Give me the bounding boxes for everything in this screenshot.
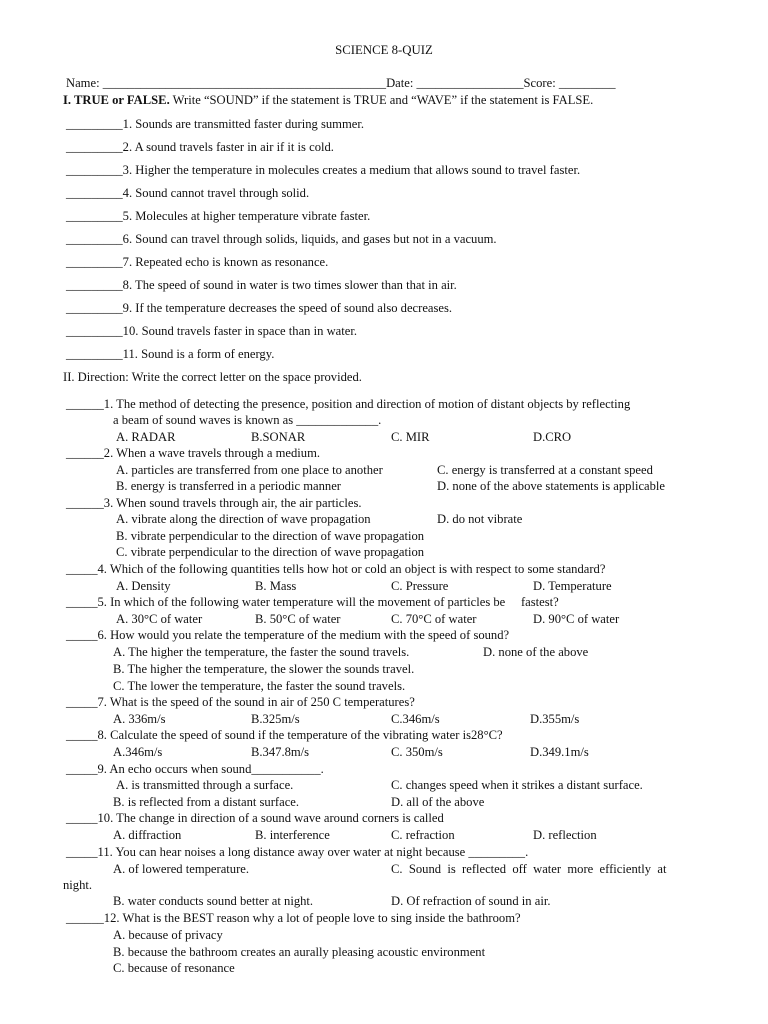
tf-item-11: _________11. Sound is a form of energy.	[66, 347, 275, 361]
tf-item-8: _________8. The speed of sound in water is two times slower than that in air.	[66, 278, 457, 292]
mc-q2-option-c: C. energy is transferred at a constant speed	[437, 463, 653, 477]
mc-q10-stem: _____10. The change in direction of a sound wave around corners is called	[66, 811, 444, 825]
tf-item-3: _________3. Higher the temperature in molecules creates a medium that allows sound to travel faster.	[66, 163, 581, 177]
mc-q1-option-d: D.CRO	[533, 430, 572, 444]
mc-q5-option-a: A. 30°C of water	[116, 612, 203, 626]
mc-q8-option-a: A.346m/s	[113, 745, 163, 759]
mc-q10-option-a: A. diffraction	[113, 828, 182, 842]
part1-heading-instructions: Write “SOUND” if the statement is TRUE and “WAVE” if the statement is FALSE.	[169, 93, 594, 107]
mc-q9-option-d: D. all of the above	[391, 795, 485, 809]
mc-q4-option-c: C. Pressure	[391, 579, 449, 593]
mc-q10-option-b: B. interference	[255, 828, 330, 842]
mc-q3-option-c: C. vibrate perpendicular to the direction of wave propagation	[116, 545, 425, 559]
mc-q1-option-b: B.SONAR	[251, 430, 306, 444]
tf-item-5: _________5. Molecules at higher temperature vibrate faster.	[66, 209, 371, 223]
mc-q9-option-b: B. is reflected from a distant surface.	[113, 795, 300, 809]
mc-q11-option-a: A. of lowered temperature.	[113, 862, 250, 876]
tf-item-2: _________2. A sound travels faster in air if it is cold.	[66, 140, 334, 154]
mc-q1-option-c: C. MIR	[391, 430, 430, 444]
tf-item-10: _________10. Sound travels faster in space than in water.	[66, 324, 357, 338]
tf-item-4: _________4. Sound cannot travel through solid.	[66, 186, 310, 200]
part2-heading: II. Direction: Write the correct letter on the space provided.	[63, 370, 362, 384]
mc-q11-option-d: D. Of refraction of sound in air.	[391, 894, 551, 908]
mc-q3-option-a: A. vibrate along the direction of wave propagation	[116, 512, 371, 526]
mc-q12-option-c: C. because of resonance	[113, 961, 235, 975]
quiz-title: SCIENCE 8-QUIZ	[335, 43, 433, 57]
mc-q8-stem: _____8. Calculate the speed of sound if the temperature of the vibrating water is28°C?	[66, 728, 503, 742]
mc-q7-option-a: A. 336m/s	[113, 712, 166, 726]
mc-q6-option-c: C. The lower the temperature, the faster the sound travels.	[113, 679, 406, 693]
tf-item-9: _________9. If the temperature decreases the speed of sound also decreases.	[66, 301, 453, 315]
mc-q12-option-a: A. because of privacy	[113, 928, 223, 942]
mc-q11-stem: _____11. You can hear noises a long distance away over water at night because _________.	[66, 845, 529, 859]
mc-q9-option-a: A. is transmitted through a surface.	[116, 778, 294, 792]
tf-item-7: _________7. Repeated echo is known as resonance.	[66, 255, 329, 269]
mc-q8-option-d: D.349.1m/s	[530, 745, 589, 759]
mc-q1-option-a: A. RADAR	[116, 430, 176, 444]
mc-q3-option-b: B. vibrate perpendicular to the direction of wave propagation	[116, 529, 425, 543]
mc-q11-option-c: C. Sound is reflected off water more efficiently at	[391, 862, 667, 876]
part1-heading	[63, 93, 593, 108]
mc-q5-option-c: C. 70°C of water	[391, 612, 477, 626]
mc-q2-stem: ______2. When a wave travels through a medium.	[66, 446, 321, 460]
mc-q4-stem: _____4. Which of the following quantities tells how hot or cold an object is with respect to some standard?	[66, 562, 606, 576]
mc-q2-option-a: A. particles are transferred from one place to another	[116, 463, 383, 477]
mc-q5-option-b: B. 50°C of water	[255, 612, 341, 626]
mc-q3-option-d: D. do not vibrate	[437, 512, 523, 526]
name-date-score-line: Name: _____________________________________________Date: _________________Score: _________	[66, 76, 616, 90]
mc-q11-option-c-cont: night.	[63, 878, 93, 892]
mc-q12-stem: ______12. What is the BEST reason why a lot of people love to sing inside the bathroom?	[66, 911, 521, 925]
mc-q7-option-b: B.325m/s	[251, 712, 300, 726]
mc-q7-stem: _____7. What is the speed of the sound in air of 250 C temperatures?	[66, 695, 415, 709]
mc-q9-option-c: C. changes speed when it strikes a distant surface.	[391, 778, 643, 792]
tf-item-1: _________1. Sounds are transmitted faster during summer.	[66, 117, 365, 131]
mc-q6-option-d: D. none of the above	[483, 645, 589, 659]
mc-q12-option-b: B. because the bathroom creates an aurally pleasing acoustic environment	[113, 945, 486, 959]
mc-q1-stem: ______1. The method of detecting the presence, position and direction of motion of distant objects by reflecting	[66, 397, 631, 411]
mc-q8-option-b: B.347.8m/s	[251, 745, 310, 759]
tf-item-6: _________6. Sound can travel through solids, liquids, and gases but not in a vacuum.	[66, 232, 497, 246]
mc-q5-stem: _____5. In which of the following water temperature will the movement of particles be fastest?	[66, 595, 559, 609]
mc-q6-option-a: A. The higher the temperature, the faster the sound travels.	[113, 645, 410, 659]
mc-q1-stem-cont: a beam of sound waves is known as _____________.	[113, 413, 382, 427]
mc-q2-option-d: D. none of the above statements is applicable	[437, 479, 666, 493]
mc-q7-option-c: C.346m/s	[391, 712, 440, 726]
mc-q3-stem: ______3. When sound travels through air, the air particles.	[66, 496, 362, 510]
mc-q10-option-d: D. reflection	[533, 828, 597, 842]
part1-heading-bold: I. TRUE or FALSE.	[63, 93, 170, 107]
mc-q6-stem: _____6. How would you relate the temperature of the medium with the speed of sound?	[66, 628, 510, 642]
mc-q5-option-d: D. 90°C of water	[533, 612, 620, 626]
mc-q10-option-c: C. refraction	[391, 828, 455, 842]
mc-q4-option-b: B. Mass	[255, 579, 297, 593]
mc-q8-option-c: C. 350m/s	[391, 745, 443, 759]
mc-q2-option-b: B. energy is transferred in a periodic manner	[116, 479, 341, 493]
mc-q4-option-a: A. Density	[116, 579, 171, 593]
mc-q4-option-d: D. Temperature	[533, 579, 612, 593]
mc-q9-stem: _____9. An echo occurs when sound___________.	[66, 762, 324, 776]
mc-q6-option-b: B. The higher the temperature, the slower the sounds travel.	[113, 662, 415, 676]
mc-q7-option-d: D.355m/s	[530, 712, 580, 726]
mc-q11-option-b: B. water conducts sound better at night.	[113, 894, 314, 908]
